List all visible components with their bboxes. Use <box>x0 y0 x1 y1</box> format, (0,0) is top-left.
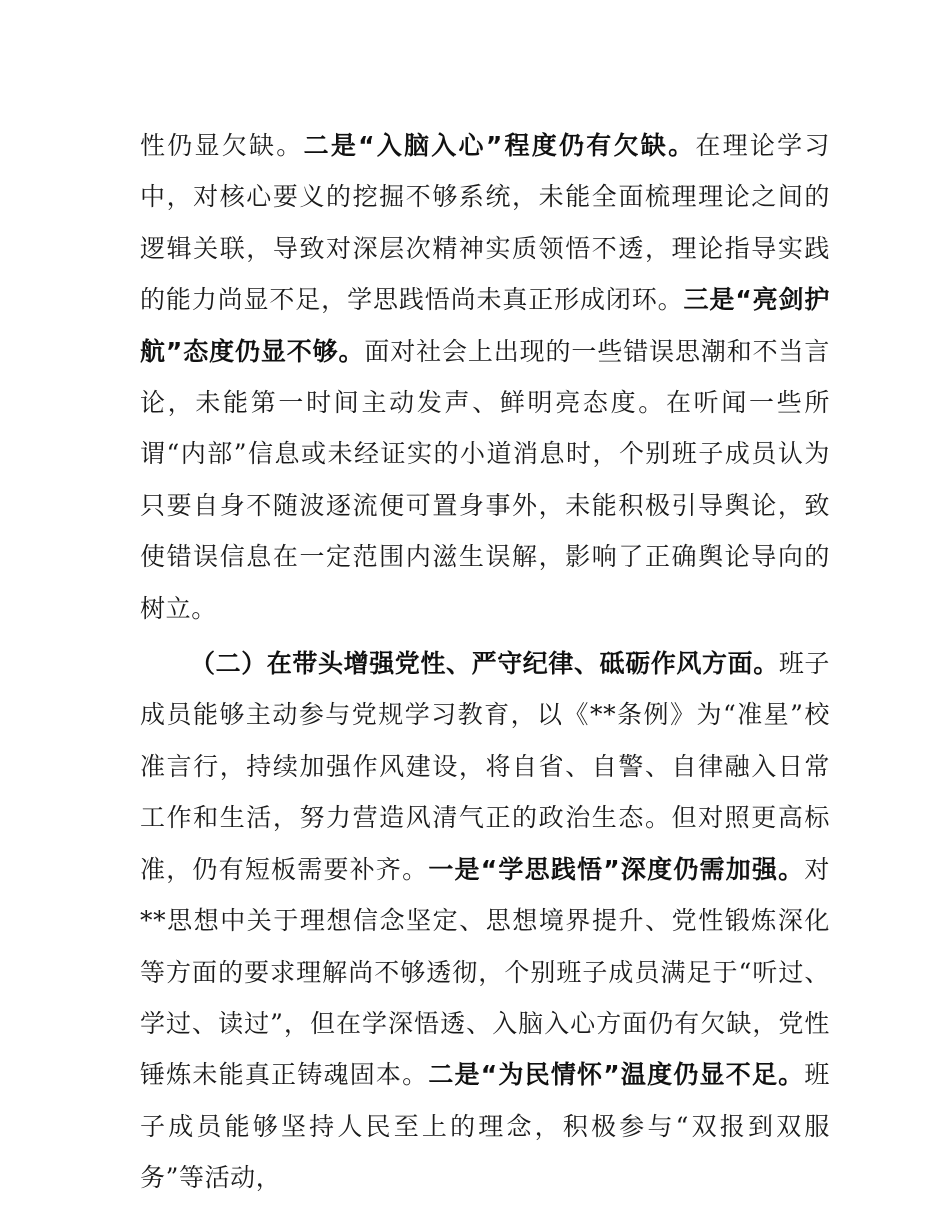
point-text-2: 在理论学习中，对核心要义的挖掘不够系统，未能全面梳理理论之间的逻辑关联，导致对深层次精神实质领悟不透，理论指导实践的能力尚显不足，学思践悟尚未真正形成闭环。 <box>140 131 830 315</box>
paragraph-section-2 <box>140 638 830 1203</box>
section-point-text-1: 对**思想中关于理想信念坚定、思想境界提升、党性锻炼深化等方面的要求理解尚不够透彻，个别班子成员满足于“听过、学过、读过”，但在学深悟透、入脑入心方面仍有欠缺，党性锤炼未能真正铸魂固本。 <box>140 854 830 1090</box>
section-point-heading-2: 二是“为民情怀”温度仍显不足。 <box>428 1060 805 1090</box>
point-heading-3: 三是“亮剑护航”态度仍显不够。 <box>140 285 830 366</box>
section-point-heading-1: 一是“学思践悟”深度仍需加强。 <box>428 854 805 884</box>
paragraph-lead-text: 性仍显欠缺。 <box>140 131 304 160</box>
section-heading: （二）在带头增强党性、严守纪律、砥砺作风方面。 <box>190 649 779 679</box>
point-text-3: 面对社会上出现的一些错误思潮和不当言论，未能第一时间主动发声、鲜明亮态度。在听闻一些所谓“内部”信息或未经证实的小道消息时，个别班子成员认为只要自身不随波逐流便可置身事外，未能积极引导舆论，致使错误信息在一定范围内滋生误解，影响了正确舆论导向的树立。 <box>140 336 830 623</box>
point-heading-2: 二是“入脑入心”程度仍有欠缺。 <box>303 131 696 160</box>
paragraph-continuation <box>140 120 830 634</box>
document-body <box>140 120 830 1204</box>
section-point-text-2: 班子成员能够坚持人民至上的理念，积极参与“双报到双服务”等活动， <box>140 1060 830 1193</box>
section-intro-text: 班子成员能够主动参与党规学习教育，以《**条例》为“准星”校准言行，持续加强作风建设，将自省、自警、自律融入日常工作和生活，努力营造风清气正的政治生态。但对照更高标准，仍有短板需要补齐。 <box>140 649 831 884</box>
